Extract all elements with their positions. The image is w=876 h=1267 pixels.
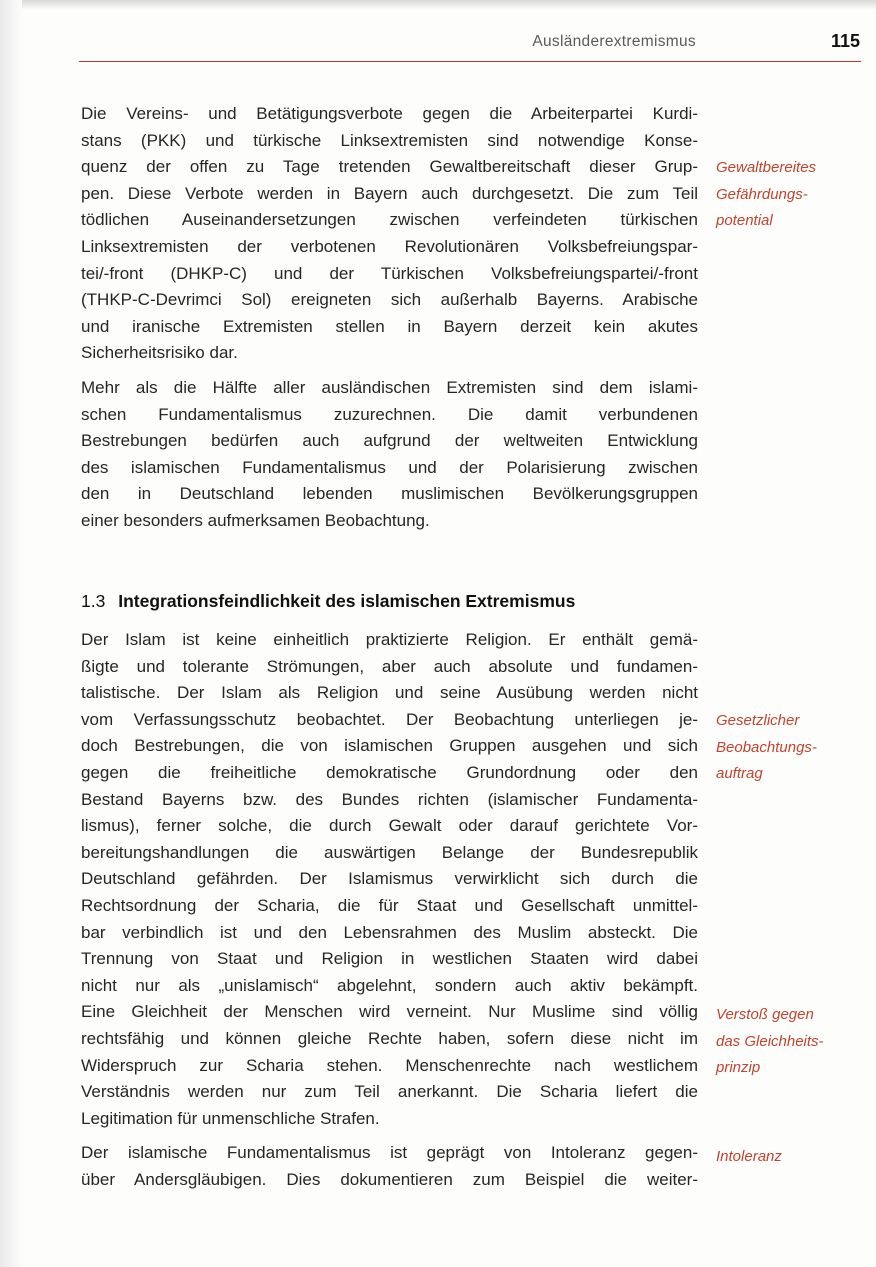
text-line: Die Vereins- und Betätigungsverbote gegen die Arbeiterpartei Kurdi- [81, 104, 698, 123]
scan-shadow-left [0, 0, 22, 1267]
text-line: über Andersgläubigen. Dies dokumentieren zum Beispiel die weiter- [81, 1169, 698, 1189]
text-line: gegen die freiheitliche demokratische Grundordnung oder den [81, 762, 698, 782]
margin-note-line: prinzip [716, 1059, 761, 1077]
text-line: Sicherheitsrisiko dar. [81, 343, 238, 363]
text-line: doch Bestrebungen, die von islamischen Gruppen ausgehen und sich [81, 736, 698, 756]
text-line: (THKP-C-Devrimci Sol) ereigneten sich außerhalb Bayerns. Arabische [81, 290, 698, 310]
page-number: 115 [830, 31, 860, 51]
text-line: Der islamische Fundamentalismus ist geprägt von Intoleranz gegen- [81, 1143, 698, 1163]
text-line: Widerspruch zur Scharia stehen. Menschenrechte nach westlichem [81, 1055, 698, 1075]
text-line: Linksextremisten der verbotenen Revolutionären Volksbefreiungspar- [81, 236, 698, 256]
text-line: einer besonders aufmerksamen Beobachtung. [81, 510, 430, 530]
margin-note-line: Beobachtungs- [716, 738, 817, 756]
intro-text-block [81, 101, 698, 543]
text-line: bar verbindlich ist und den Lebensrahmen des Muslim absteckt. Die [81, 922, 698, 942]
margin-note-line: Verstoß gegen [716, 1006, 814, 1023]
text-line: pen. Diese Verbote werden in Bayern auch durchgesetzt. Die zum Teil [81, 183, 698, 203]
margin-note-line: Intoleranz [716, 1148, 782, 1165]
text-line: Bestand Bayerns bzw. des Bundes richten (islamischer Fundamenta- [81, 789, 698, 809]
text-line: Verständnis werden nur zum Teil anerkannt. Die Scharia liefert die [81, 1082, 698, 1102]
section-title: Integrationsfeindlichkeit des islamischen Extremismus [118, 591, 576, 611]
text-line: den in Deutschland lebenden muslimischen Bevölkerungsgruppen [81, 484, 698, 504]
text-line: Legitimation für unmenschliche Strafen. [81, 1108, 380, 1128]
text-line: schen Fundamentalismus zuzurechnen. Die damit verbundenen [81, 404, 698, 424]
margin-note-gewaltbereites [716, 155, 866, 235]
margin-note-line: Gefährdungs- [716, 185, 808, 203]
text-line: nicht nur als „unislamisch“ abgelehnt, sondern auch aktiv bekämpft. [81, 975, 698, 995]
text-line: Mehr als die Hälfte aller ausländischen Extremisten sind dem islami- [81, 377, 698, 397]
text-line: Der Islam ist keine einheitlich praktizierte Religion. Er enthält gemä- [81, 630, 698, 649]
text-line: Deutschland gefährden. Der Islamismus verwirklicht sich durch die [81, 869, 698, 889]
header-divider [79, 61, 861, 62]
margin-note-line: Gewaltbereites [716, 159, 817, 176]
section-heading [81, 591, 701, 612]
margin-note-intoleranz [716, 1144, 866, 1171]
text-line: des islamischen Fundamentalismus und der Polarisierung zwischen [81, 457, 698, 477]
margin-note-beobachtungsauftrag [716, 708, 866, 788]
running-header-title: Ausländerextremismus [532, 33, 696, 50]
text-line: stans (PKK) und türkische Linksextremisten sind notwendige Konse- [81, 130, 698, 150]
text-line: Rechtsordnung der Scharia, die für Staat und Gesellschaft unmittel- [81, 895, 698, 915]
text-line: Eine Gleichheit der Menschen wird verneint. Nur Muslime sind völlig [81, 1002, 698, 1022]
paragraph [81, 375, 698, 535]
section-number: 1.3 [81, 591, 106, 611]
text-line: quenz der offen zu Tage tretenden Gewaltbereitschaft dieser Grup- [81, 157, 698, 177]
margin-note-line: auftrag [716, 765, 763, 783]
margin-note-gleichheitsprinzip [716, 1002, 866, 1082]
margin-note-line: potential [716, 212, 773, 230]
paragraph [81, 627, 698, 1132]
text-line: talistische. Der Islam als Religion und seine Ausübung werden nicht [81, 683, 698, 703]
section-text-block [81, 627, 698, 1201]
scan-shadow-top [0, 0, 876, 10]
paragraph [81, 1140, 698, 1193]
text-line: bereitungshandlungen die auswärtigen Belange der Bundesrepublik [81, 842, 698, 862]
text-line: vom Verfassungsschutz beobachtet. Der Beobachtung unterliegen je- [81, 709, 698, 729]
margin-note-line: Gesetzlicher [716, 712, 800, 729]
margin-note-line: das Gleichheits- [716, 1032, 824, 1050]
text-line: ßigte und tolerante Strömungen, aber auch absolute und fundamen- [81, 656, 698, 676]
text-line: Bestrebungen bedürfen auch aufgrund der weltweiten Entwicklung [81, 431, 698, 451]
text-line: rechtsfähig und können gleiche Rechte haben, sofern diese nicht im [81, 1028, 698, 1048]
text-line: und iranische Extremisten stellen in Bayern derzeit kein akutes [81, 316, 698, 336]
paragraph [81, 101, 698, 367]
text-line: Trennung von Staat und Religion in westlichen Staaten wird dabei [81, 949, 698, 969]
text-line: tei/-front (DHKP-C) und der Türkischen Volksbefreiungspartei/-front [81, 263, 698, 283]
text-line: tödlichen Auseinandersetzungen zwischen verfeindeten türkischen [81, 210, 698, 230]
text-line: lismus), ferner solche, die durch Gewalt oder darauf gerichtete Vor- [81, 816, 698, 836]
